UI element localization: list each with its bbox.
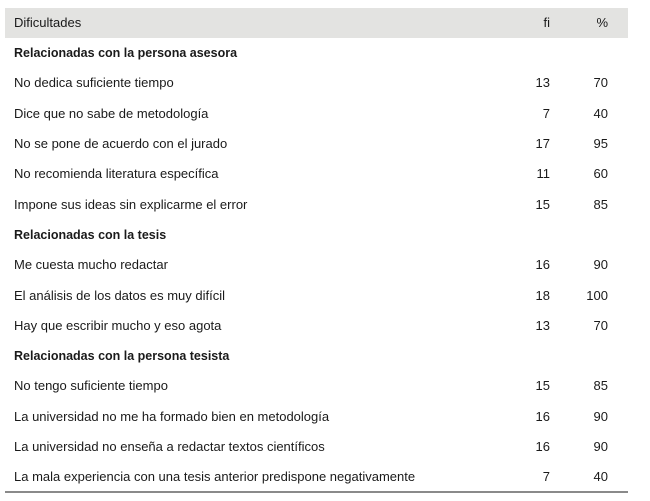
row-percent: 85 [593, 378, 608, 394]
row-label: El análisis de los datos es muy difícil [14, 287, 225, 303]
table-row [5, 99, 628, 129]
table-row [5, 250, 628, 280]
table-row [5, 68, 628, 98]
section-row-advisor [5, 38, 628, 68]
header-percent: % [596, 15, 608, 30]
table-row [5, 432, 628, 462]
table-row [5, 402, 628, 432]
section-row-thesis [5, 220, 628, 250]
section-title: Relacionadas con la persona tesista [14, 349, 230, 364]
row-label: Impone sus ideas sin explicarme el error [14, 196, 248, 212]
row-frequency: 16 [535, 408, 550, 424]
row-frequency: 16 [535, 439, 550, 454]
table-row [5, 159, 628, 189]
row-frequency: 11 [536, 166, 550, 182]
row-percent: 85 [593, 196, 608, 212]
table-row [5, 371, 628, 401]
row-percent: 70 [593, 317, 608, 333]
row-percent: 100 [586, 287, 608, 303]
section-title: Relacionadas con la tesis [14, 227, 167, 242]
row-label: Dice que no sabe de metodología [14, 105, 209, 121]
table-row [5, 280, 628, 310]
row-frequency: 18 [535, 287, 550, 303]
table-row [5, 462, 628, 492]
row-label: Me cuesta mucho redactar [14, 257, 168, 273]
row-frequency: 13 [535, 317, 550, 333]
section-row-student [5, 341, 628, 371]
row-frequency: 7 [542, 105, 550, 121]
row-frequency: 16 [535, 257, 550, 273]
row-percent: 40 [593, 105, 608, 121]
row-percent: 60 [593, 166, 608, 182]
row-label: Hay que escribir mucho y eso agota [14, 317, 222, 333]
difficulties-table [5, 8, 628, 493]
row-percent: 95 [593, 136, 608, 152]
header-row [5, 8, 628, 38]
row-label: No tengo suficiente tiempo [14, 378, 168, 394]
table-body [5, 38, 628, 492]
header-frequency: fi [543, 15, 550, 30]
table-header [5, 8, 628, 38]
row-frequency: 13 [535, 75, 550, 91]
table-row [5, 129, 628, 159]
row-label: No se pone de acuerdo con el jurado [14, 136, 228, 152]
header-difficulties: Dificultades [14, 15, 82, 30]
row-label: No dedica suficiente tiempo [14, 75, 174, 91]
row-percent: 90 [593, 439, 608, 454]
row-label: La mala experiencia con una tesis anterior predispone negativamente [5, 462, 493, 492]
row-label: La universidad no me ha formado bien en metodología [14, 408, 330, 424]
row-percent: 90 [593, 408, 608, 424]
row-frequency: 17 [535, 136, 550, 152]
row-percent: 40 [558, 462, 628, 492]
row-label: La universidad no enseña a redactar textos científicos [14, 439, 325, 454]
table-row [5, 311, 628, 341]
row-label: No recomienda literatura específica [14, 166, 219, 182]
row-frequency: 15 [535, 196, 550, 212]
row-frequency: 7 [493, 462, 558, 492]
row-percent: 70 [593, 75, 608, 91]
row-frequency: 15 [535, 378, 550, 394]
section-title: Relacionadas con la persona asesora [14, 46, 238, 61]
row-percent: 90 [593, 257, 608, 273]
table-row [5, 189, 628, 219]
